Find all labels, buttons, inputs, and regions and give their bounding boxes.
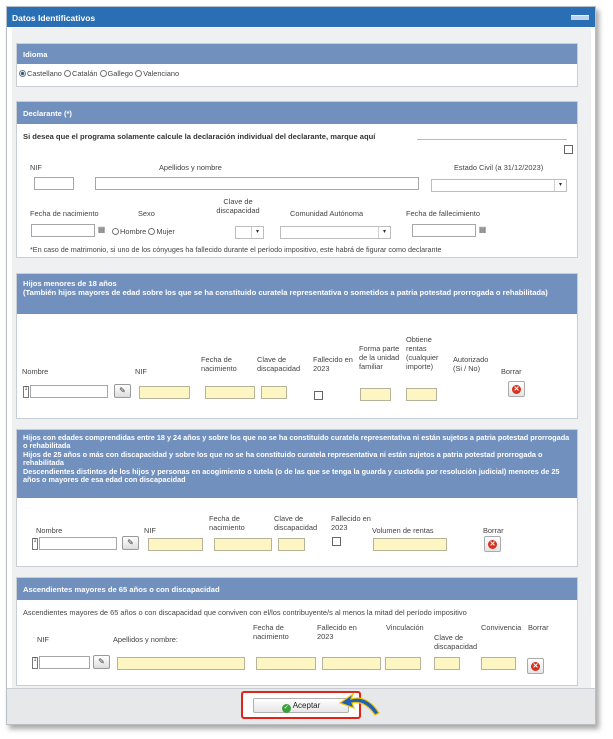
nombre-input[interactable] [95, 177, 419, 190]
hijos-header-subtitle: (También hijos mayores de edad sobre los que se ha constituido curatela representativa o sometidos a patria potestad prorrogada o rehabilitada) [23, 288, 548, 297]
col-rentas: Obtiene rentas (cualquier importe) [406, 335, 439, 371]
accept-button[interactable]: ✓ Aceptar [253, 698, 349, 713]
declarante-header: Declarante (*) [17, 102, 577, 124]
window-titlebar [7, 7, 595, 27]
col-volumen: Volumen de rentas [372, 526, 434, 535]
col-nombre: Apellidos y nombre: [113, 635, 178, 644]
calendar-icon[interactable]: ▦ [97, 225, 106, 234]
calendar-icon[interactable]: ▦ [478, 225, 487, 234]
estado-civil-select[interactable] [431, 179, 567, 192]
check-icon: ✓ [283, 705, 289, 711]
col-fallecido: Fallecido en 2023 [317, 623, 357, 641]
col-forma-parte: Forma parte de la unidad familiar [359, 344, 400, 371]
hijo-nombre-input[interactable] [30, 385, 108, 398]
hijo1824-borrar-button[interactable] [484, 536, 501, 552]
individual-text: Si desea que el programa solamente calcule la declaración individual del declarante, marque aquí [23, 132, 376, 141]
hijo1824-volumen-input[interactable] [373, 538, 447, 551]
idioma-header: Idioma [17, 44, 577, 64]
form-content [12, 28, 591, 688]
radio-icon[interactable] [112, 228, 119, 235]
row-spinner[interactable]: 1 [32, 657, 38, 669]
clave-disc-label: Clave de discapacidad [216, 197, 260, 215]
hijo-nif-input[interactable] [139, 386, 190, 399]
nombre-label: Apellidos y nombre [159, 163, 222, 172]
comunidad-label: Comunidad Autónoma [290, 209, 364, 218]
col-convivencia: Convivencia [481, 623, 522, 632]
radio-icon[interactable] [148, 228, 155, 235]
hijo1824-nombre-input[interactable] [39, 537, 117, 550]
col-nombre: Nombre [36, 526, 63, 535]
hijo1824-clave-input[interactable] [278, 538, 305, 551]
col-nif: NIF [135, 367, 147, 376]
ascendientes-header: Ascendientes mayores de 65 años o con discapacidad [17, 578, 577, 600]
asc-vinculacion-input[interactable] [385, 657, 421, 670]
row-spinner[interactable]: 1 [23, 386, 29, 398]
col-fallecido: Fallecido en 2023 [331, 514, 371, 532]
estado-civil-label: Estado Civil (a 31/12/2023) [454, 163, 544, 172]
chevron-down-icon: ▾ [251, 227, 263, 238]
ascendientes-section [16, 577, 578, 686]
col-nif: NIF [37, 635, 49, 644]
idioma-option-gallego[interactable]: Gallego [100, 69, 133, 78]
chevron-down-icon: ▾ [554, 180, 566, 191]
radio-icon[interactable] [100, 70, 107, 77]
fecha-nac-label: Fecha de nacimiento [30, 209, 99, 218]
pointer-arrow-icon [337, 691, 381, 717]
fecha-nac-input[interactable] [31, 224, 95, 237]
hijo-borrar-button[interactable] [508, 381, 525, 397]
fecha-fall-input[interactable] [412, 224, 476, 237]
col-fecha: Fecha de nacimiento [253, 623, 289, 641]
hijos-1824-line2: Hijos de 25 años o más con discapacidad y sobre los que no se ha constituido curatela representativa ni están sujetos a patria potestad prorrogada o rehabilitada [23, 449, 543, 468]
col-clave: Clave de discapacidad [434, 633, 478, 651]
declarante-section [16, 101, 578, 258]
delete-icon: ✕ [532, 663, 539, 670]
delete-icon: ✕ [513, 386, 520, 393]
hijos-1824-line1: Hijos con edades comprendidas entre 18 y 24 años y sobre los que no se ha constituido curatela representativa ni están sujetos a patria potestad prorrogada o rehabilitada [23, 433, 570, 451]
idioma-section [16, 43, 578, 87]
hijo1824-fecha-input[interactable] [214, 538, 272, 551]
hijo-forma-parte-input[interactable] [360, 388, 391, 401]
hijos-header [17, 274, 577, 314]
col-nombre: Nombre [22, 367, 49, 376]
window-menu-icon[interactable] [571, 15, 589, 20]
col-borrar: Borrar [501, 367, 522, 376]
hijo-fallecido-checkbox[interactable] [314, 391, 323, 400]
hijos-1824-header [17, 430, 577, 498]
idioma-option-castellano[interactable]: Castellano [19, 69, 62, 78]
chevron-down-icon: ▾ [378, 227, 390, 238]
col-nif: NIF [144, 526, 156, 535]
sexo-option-hombre[interactable]: Hombre [112, 227, 146, 236]
hijos-1824-section [16, 429, 578, 567]
hijo-fecha-input[interactable] [205, 386, 255, 399]
clave-disc-select[interactable] [235, 226, 264, 239]
delete-icon: ✕ [489, 541, 496, 548]
fecha-fall-label: Fecha de fallecimiento [406, 209, 480, 218]
matrimonio-note: *En caso de matrimonio, si uno de los cónyuges ha fallecido durante el período impositivo, este habrá de figurar como declarante [30, 245, 442, 254]
idioma-option-valenciano[interactable]: Valenciano [135, 69, 179, 78]
col-borrar: Borrar [528, 623, 549, 632]
window-title: Datos Identificativos [12, 13, 96, 23]
sexo-option-mujer[interactable]: Mujer [148, 227, 174, 236]
col-autorizado: Autorizado (Si / No) [453, 355, 489, 373]
col-fallecido: Fallecido en 2023 [313, 355, 353, 373]
individual-checkbox[interactable] [564, 145, 573, 154]
hijo1824-fallecido-checkbox[interactable] [332, 537, 341, 546]
hijos-header-title: Hijos menores de 18 años [23, 279, 117, 288]
nif-label: NIF [30, 163, 42, 172]
ascendientes-subtitle: Ascendientes mayores de 65 años o con discapacidad que conviven con el/los contribuyente/s al menos la mitad del período impositivo [23, 608, 467, 617]
sexo-label: Sexo [138, 209, 155, 218]
col-borrar: Borrar [483, 526, 504, 535]
hijo1824-nif-input[interactable] [148, 538, 203, 551]
radio-icon[interactable] [135, 70, 142, 77]
row-spinner[interactable]: 1 [32, 538, 38, 550]
footer-bar [7, 688, 595, 724]
nif-input[interactable] [34, 177, 74, 190]
asc-fallecido-input[interactable] [322, 657, 381, 670]
col-vinculacion: Vinculación [386, 623, 424, 632]
col-fecha: Fecha de nacimiento [201, 355, 237, 373]
asc-nif-input[interactable] [39, 656, 90, 669]
asc-convivencia-input[interactable] [481, 657, 516, 670]
edit-pencil-icon[interactable]: ✎ [93, 655, 110, 669]
edit-pencil-icon[interactable]: ✎ [114, 384, 131, 398]
col-fecha: Fecha de nacimiento [209, 514, 245, 532]
radio-selected-icon[interactable] [19, 70, 26, 77]
radio-icon[interactable] [64, 70, 71, 77]
asc-nombre-input[interactable] [117, 657, 245, 670]
col-clave: Clave de discapacidad [274, 514, 318, 532]
edit-pencil-icon[interactable]: ✎ [122, 536, 139, 550]
sexo-radio-group [112, 227, 175, 236]
datos-identificativos-window [6, 6, 596, 725]
idioma-radio-group [19, 69, 179, 78]
hijos-1824-line3: Descendientes distintos de los hijos y personas en acogimiento o tutela (o de las que se tenga la guarda y custodia por resolución judicial) menores de 25 años o mayores de esa edad con discapacidad [23, 466, 560, 485]
asc-clave-input[interactable] [434, 657, 460, 670]
hijos-section [16, 273, 578, 419]
asc-borrar-button[interactable] [527, 658, 544, 674]
divider [417, 139, 567, 140]
idioma-option-catalan[interactable]: Catalán [64, 69, 97, 78]
comunidad-select[interactable] [280, 226, 391, 239]
col-clave: Clave de discapacidad [257, 355, 301, 373]
asc-fecha-input[interactable] [256, 657, 316, 670]
hijo-rentas-input[interactable] [406, 388, 437, 401]
hijo-clave-input[interactable] [261, 386, 287, 399]
